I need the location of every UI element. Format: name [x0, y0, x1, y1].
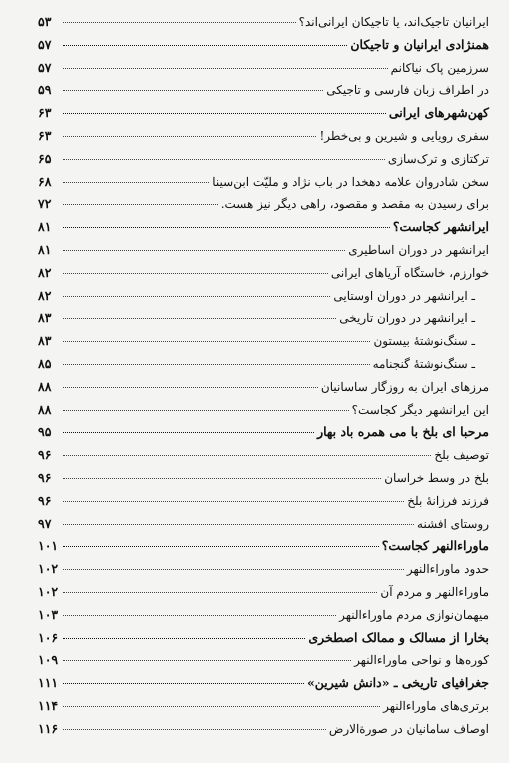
- toc-section-heading: [38, 424, 489, 447]
- toc-page-number: ۷۲: [38, 196, 52, 212]
- toc-page-number: ۱۱۱: [38, 675, 59, 691]
- toc-entry-title: برتری‌های ماوراءالنهر: [383, 698, 489, 713]
- toc-page-number: ۹۶: [38, 469, 52, 485]
- dot-leader: [63, 273, 328, 274]
- toc-page-number: ۸۸: [38, 378, 52, 394]
- toc-section-heading: [38, 105, 489, 128]
- dot-leader: [63, 387, 318, 388]
- toc-entry-title: بخارا از مسالک و ممالک اصطخری: [308, 629, 489, 645]
- toc-page-number: ۹۶: [38, 447, 52, 463]
- toc-entry-title: این ایرانشهر دیگر کجاست؟: [351, 402, 489, 417]
- dot-leader: [63, 569, 404, 570]
- toc-page-number: ۹۶: [38, 492, 52, 508]
- toc-entry-title: ایرانیان تاجیک‌اند، یا تاجیکان ایرانی‌اند؟: [298, 15, 489, 29]
- toc-entry: [38, 242, 489, 265]
- toc-entry-title: ترکتازی و ترک‌سازی: [387, 151, 489, 166]
- toc-entry: [38, 82, 489, 105]
- toc-page-number: ۱۰۶: [38, 629, 59, 645]
- dot-leader: [63, 204, 218, 205]
- toc-entry-title: جغرافیای تاریخی ـ «دانش شیرین»: [306, 675, 489, 691]
- toc-entry: [38, 128, 489, 151]
- dot-leader: [63, 706, 380, 707]
- toc-entry-title: فرزند فرزانهٔ بلخ: [407, 493, 489, 508]
- dot-leader: [63, 524, 414, 525]
- toc-section-heading: [38, 630, 489, 653]
- dot-leader: [63, 159, 385, 160]
- toc-entry-title: ماوراءالنهر و مردم آن: [380, 584, 489, 599]
- table-of-contents: [38, 14, 489, 744]
- toc-page-number: ۸۱: [38, 241, 52, 257]
- toc-entry-title: اوصاف سامانیان در صورة‌الارض: [328, 721, 489, 736]
- toc-page-number: ۱۰۲: [38, 583, 59, 599]
- toc-entry-title: برای رسیدن به مقصد و مقصود، راهی دیگر نیز هست.: [220, 197, 489, 212]
- dot-leader: [63, 660, 351, 661]
- toc-entry-title: سخن شادروان علامه دهخدا در باب نژاد و ملیّت ابن‌سینا: [212, 174, 489, 189]
- toc-page-number: ۵۹: [38, 82, 52, 98]
- toc-entry: [38, 402, 489, 425]
- toc-page-number: ۵۷: [38, 36, 52, 52]
- dot-leader: [63, 90, 323, 91]
- toc-entry-title: ایرانشهر در دوران اساطیری: [348, 242, 489, 257]
- dot-leader: [63, 318, 336, 319]
- dot-leader: [63, 638, 305, 639]
- toc-page-number: ۹۷: [38, 515, 52, 531]
- toc-section-heading: [38, 538, 489, 561]
- toc-entry: [38, 721, 489, 744]
- toc-page-number: ۸۲: [38, 287, 52, 303]
- toc-entry: [38, 652, 489, 675]
- dot-leader: [63, 250, 345, 251]
- toc-entry-title: ـ ایرانشهر در دوران اوستایی: [333, 288, 475, 303]
- toc-page-number: ۱۰۳: [38, 606, 59, 622]
- dot-leader: [63, 432, 314, 433]
- toc-entry: [38, 516, 489, 539]
- toc-entry: [38, 174, 489, 197]
- toc-page-number: ۹۵: [38, 424, 52, 440]
- dot-leader: [63, 113, 386, 114]
- dot-leader: [63, 182, 209, 183]
- toc-section-heading: [38, 675, 489, 698]
- dot-leader: [63, 45, 347, 46]
- toc-entry-title: سرزمین پاک نیاکانم: [390, 60, 489, 75]
- toc-page-number: ۸۸: [38, 401, 52, 417]
- dot-leader: [63, 615, 336, 616]
- toc-page-number: ۸۵: [38, 355, 52, 371]
- toc-entry-title: خوارزم، خاستگاه آریاهای ایرانی: [330, 265, 489, 280]
- dot-leader: [63, 683, 304, 684]
- toc-page-number: ۵۳: [38, 14, 52, 29]
- toc-entry-title: میهمان‌نوازی مردم ماوراءالنهر: [339, 607, 489, 622]
- dot-leader: [63, 729, 326, 730]
- toc-entry: [38, 584, 489, 607]
- toc-entry: [38, 607, 489, 630]
- toc-entry-title: بلخ در وسط خراسان: [384, 470, 489, 485]
- dot-leader: [63, 227, 390, 228]
- toc-entry: [38, 14, 489, 37]
- dot-leader: [63, 455, 431, 456]
- toc-entry: [38, 333, 489, 356]
- toc-page-number: ۶۳: [38, 105, 52, 121]
- dot-leader: [63, 22, 296, 23]
- toc-page-number: ۸۱: [38, 219, 52, 235]
- toc-entry-title: در اطراف زبان فارسی و تاجیکی: [326, 83, 489, 98]
- toc-entry: [38, 288, 489, 311]
- toc-entry: [38, 310, 489, 333]
- toc-entry: [38, 698, 489, 721]
- dot-leader: [63, 501, 404, 502]
- toc-page-number: ۱۰۱: [38, 538, 59, 554]
- dot-leader: [63, 136, 316, 137]
- toc-entry: [38, 265, 489, 288]
- toc-page-number: ۱۰۲: [38, 561, 59, 577]
- dot-leader: [63, 364, 370, 365]
- toc-entry-title: ـ سنگ‌نوشتهٔ گنجنامه: [372, 356, 475, 371]
- toc-entry: [38, 561, 489, 584]
- toc-entry: [38, 151, 489, 174]
- dot-leader: [63, 68, 388, 69]
- toc-page-number: ۶۳: [38, 127, 52, 143]
- toc-entry: [38, 379, 489, 402]
- dot-leader: [63, 546, 379, 547]
- toc-entry: [38, 447, 489, 470]
- toc-page-number: ۸۳: [38, 333, 52, 349]
- toc-section-heading: [38, 219, 489, 242]
- toc-entry-title: ـ ایرانشهر در دوران تاریخی: [339, 311, 475, 326]
- toc-entry-title: ایرانشهر کجاست؟: [392, 219, 489, 235]
- toc-entry-title: کوره‌ها و نواحی ماوراءالنهر: [354, 653, 489, 668]
- toc-page-number: ۶۵: [38, 150, 52, 166]
- toc-entry-title: حدود ماوراءالنهر: [406, 562, 489, 577]
- toc-page-number: ۱۰۹: [38, 652, 59, 668]
- toc-entry-title: سفری رویایی و شیرین و بی‌خطر!: [319, 128, 489, 143]
- dot-leader: [63, 410, 349, 411]
- toc-entry: [38, 356, 489, 379]
- toc-entry-title: کهن‌شهرهای ایرانی: [388, 105, 489, 121]
- dot-leader: [63, 478, 381, 479]
- toc-page-number: ۸۲: [38, 264, 52, 280]
- toc-page-number: ۶۸: [38, 173, 52, 189]
- toc-section-heading: [38, 37, 489, 60]
- toc-entry-title: روستای افشنه: [417, 516, 489, 531]
- toc-entry-title: مرزهای ایران به روزگار ساسانیان: [320, 379, 489, 394]
- toc-entry: [38, 60, 489, 83]
- dot-leader: [63, 296, 330, 297]
- toc-page-number: ۵۷: [38, 59, 52, 75]
- toc-entry: [38, 470, 489, 493]
- toc-entry-title: همنژادی ایرانیان و تاجیکان: [350, 36, 489, 52]
- toc-entry-title: ماوراءالنهر کجاست؟: [381, 538, 489, 554]
- toc-page-number: ۱۱۶: [38, 720, 59, 736]
- toc-entry-title: ـ سنگ‌نوشتهٔ بیستون: [373, 334, 475, 349]
- toc-entry: [38, 196, 489, 219]
- toc-entry: [38, 493, 489, 516]
- dot-leader: [63, 592, 377, 593]
- dot-leader: [63, 341, 370, 342]
- toc-page-number: ۱۱۴: [38, 697, 59, 713]
- toc-entry-title: مرحبا ای بلخ با می همره باد بهار: [317, 424, 489, 440]
- toc-entry-title: توصیف بلخ: [434, 448, 489, 463]
- toc-page-number: ۸۳: [38, 310, 52, 326]
